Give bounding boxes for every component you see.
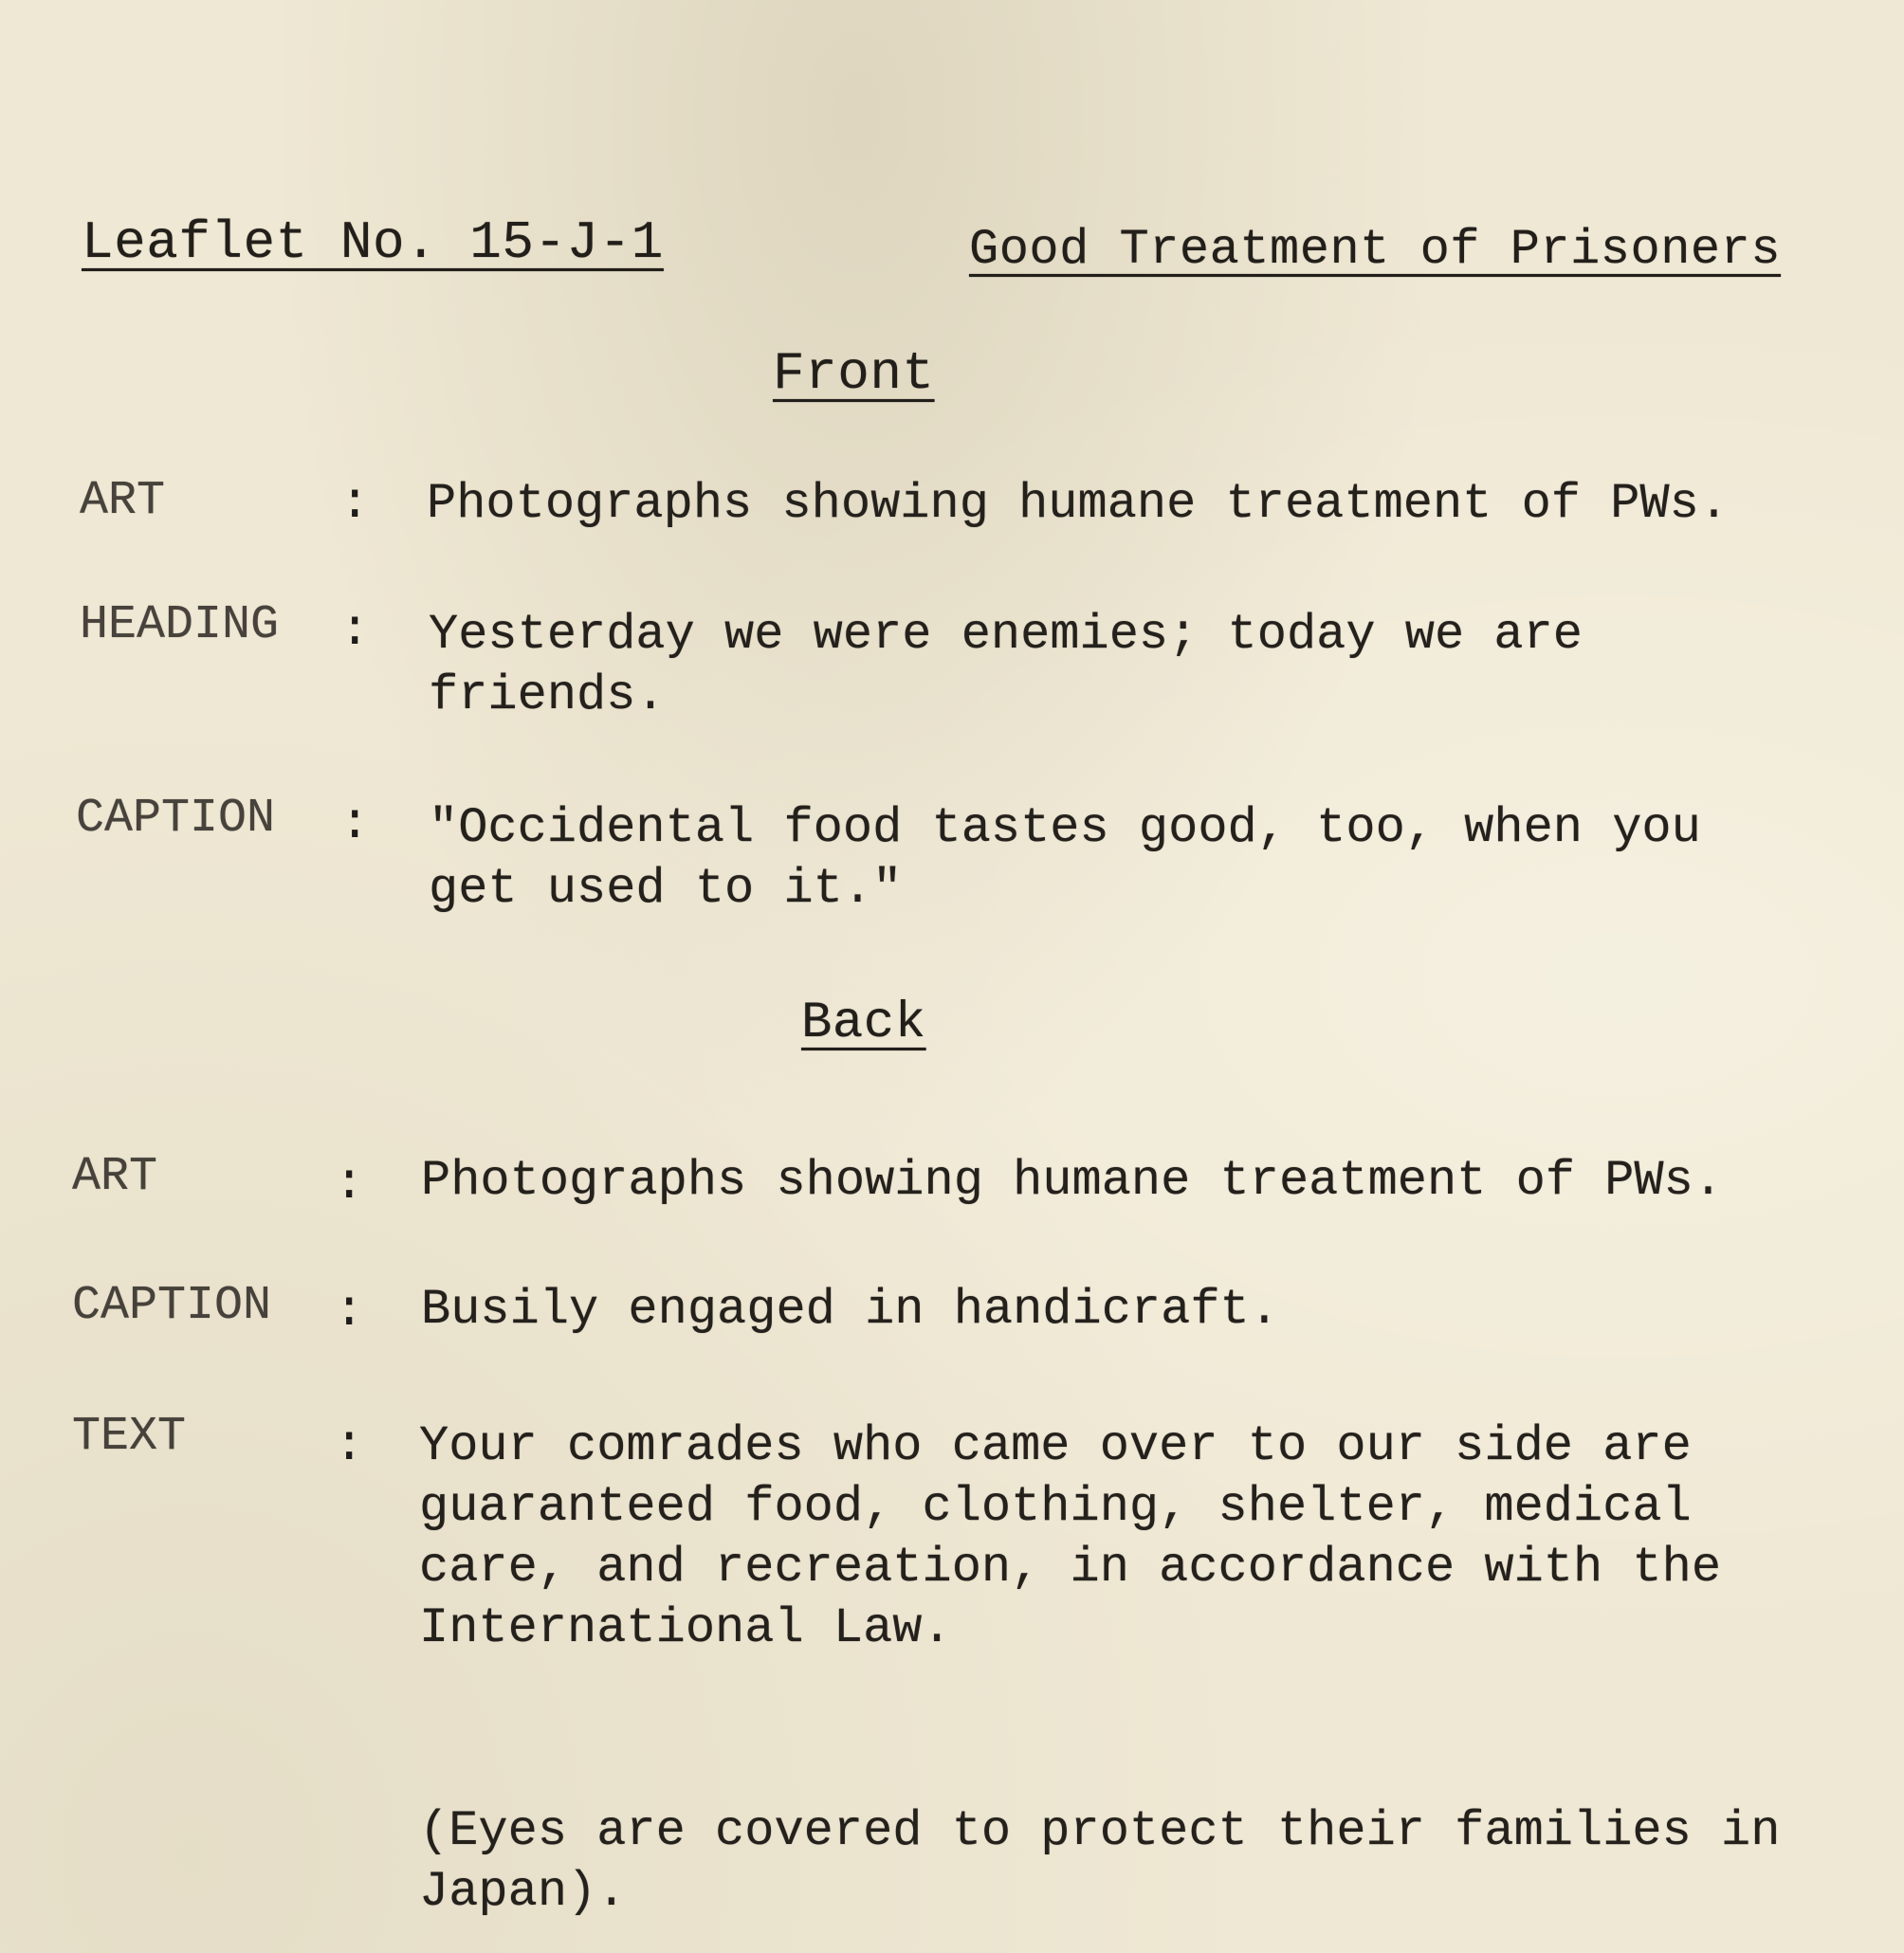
back-text-colon: :: [334, 1417, 365, 1475]
leaflet-title: Good Treatment of Prisoners: [969, 222, 1782, 278]
front-caption-label: CAPTION: [76, 792, 276, 846]
leaflet-number: Leaflet No. 15-J-1: [82, 212, 664, 273]
front-art-label: ART: [80, 474, 166, 528]
back-caption-text: Busily engaged in handicraft.: [421, 1282, 1279, 1338]
front-heading: Front: [773, 343, 935, 404]
back-heading: Back: [801, 995, 926, 1052]
back-art-label: ART: [72, 1150, 158, 1204]
front-heading-label: HEADING: [80, 598, 280, 652]
back-art-colon: :: [334, 1156, 365, 1214]
front-heading-text: Yesterday we were enemies; today we are friends.: [429, 607, 1583, 723]
back-text-body: Your comrades who came over to our side are guaranteed food, clothing, shelter, medical care, and recreation, in accordance with the International Law.: [419, 1418, 1722, 1656]
front-art-text: Photographs showing humane treatment of PWs.: [427, 476, 1730, 532]
front-caption-colon: :: [339, 795, 371, 853]
front-heading-colon: :: [339, 602, 371, 660]
front-caption-text: "Occidental food tastes good, too, when you get used to it.": [429, 800, 1701, 917]
back-caption-colon: :: [334, 1283, 365, 1341]
back-text-label: TEXT: [72, 1410, 187, 1464]
front-art-colon: :: [339, 475, 371, 533]
back-caption-label: CAPTION: [72, 1279, 272, 1333]
back-note: (Eyes are covered to protect their families in Japan).: [419, 1803, 1781, 1920]
back-art-text: Photographs showing humane treatment of PWs.: [421, 1153, 1724, 1209]
